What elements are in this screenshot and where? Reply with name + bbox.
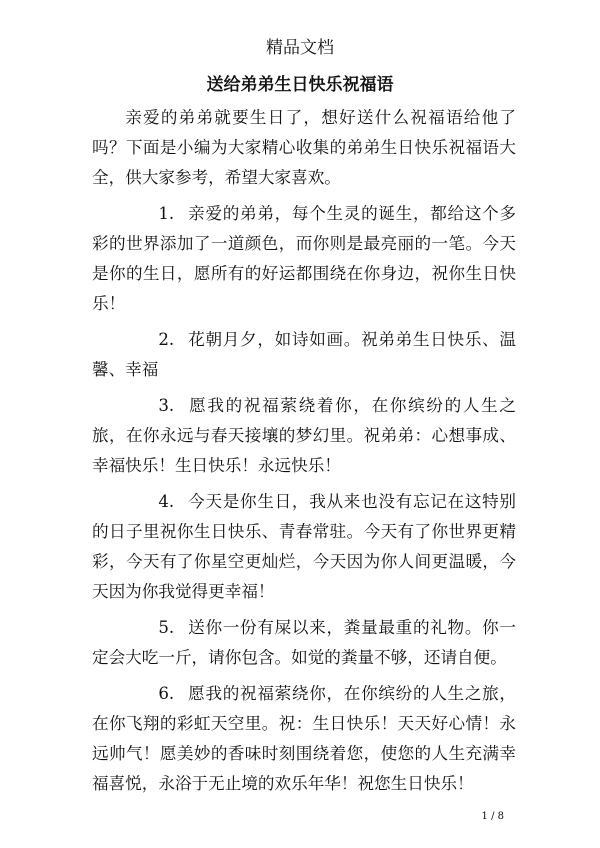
item-number: 6. xyxy=(158,684,175,703)
document-body xyxy=(92,103,516,799)
item-number: 3. xyxy=(158,396,175,415)
wish-item-2 xyxy=(92,325,516,385)
item-text: 送你一份有屎以来，粪量最重的礼物。你一定会大吃一斤，请你包含。如觉的粪量不够，还请自便。 xyxy=(92,618,516,667)
wish-item-6 xyxy=(92,679,516,799)
item-text: 亲爱的弟弟，每个生灵的诞生，都给这个多彩的世界添加了一道颜色，而你则是最亮丽的一笔。今天是你的生日，愿所有的好运都围绕在你身边，祝你生日快乐！ xyxy=(92,204,516,313)
wish-item-3 xyxy=(92,391,516,481)
wish-item-4 xyxy=(92,487,516,607)
item-number: 4. xyxy=(158,492,175,511)
item-number: 2. xyxy=(158,330,175,349)
wish-item-1 xyxy=(92,199,516,319)
page-number: 1 / 8 xyxy=(481,811,504,822)
document-title: 送给弟弟生日快乐祝福语 xyxy=(206,75,394,95)
wish-item-5 xyxy=(92,613,516,673)
item-text: 愿我的祝福萦绕着你，在你缤纷的人生之旅，在你永远与春天接壤的梦幻里。祝弟弟：心想事成、幸福快乐！生日快乐！永远快乐！ xyxy=(92,396,516,475)
intro-paragraph: 亲爱的弟弟就要生日了，想好送什么祝福语给他了吗？下面是小编为大家精心收集的弟弟生日快乐祝福语大全，供大家参考，希望大家喜欢。 xyxy=(92,108,516,187)
item-number: 1. xyxy=(158,204,175,223)
item-text: 愿我的祝福萦绕你，在你缤纷的人生之旅，在你飞翔的彩虹天空里。祝：生日快乐！天天好心情！永远帅气！愿美妙的香味时刻围绕着您，使您的人生充满幸福喜悦，永浴于无止境的欢乐年华！祝您生日快乐！ xyxy=(92,684,516,793)
page-header: 精品文档 xyxy=(266,38,334,58)
item-text: 今天是你生日，我从来也没有忘记在这特别的日子里祝你生日快乐、青春常驻。今天有了你世界更精彩，今天有了你星空更灿烂，今天因为你人间更温暖，今天因为你我觉得更幸福！ xyxy=(92,492,516,601)
item-number: 5. xyxy=(158,618,175,637)
item-text: 花朝月夕，如诗如画。祝弟弟生日快乐、温馨、幸福 xyxy=(92,330,516,379)
